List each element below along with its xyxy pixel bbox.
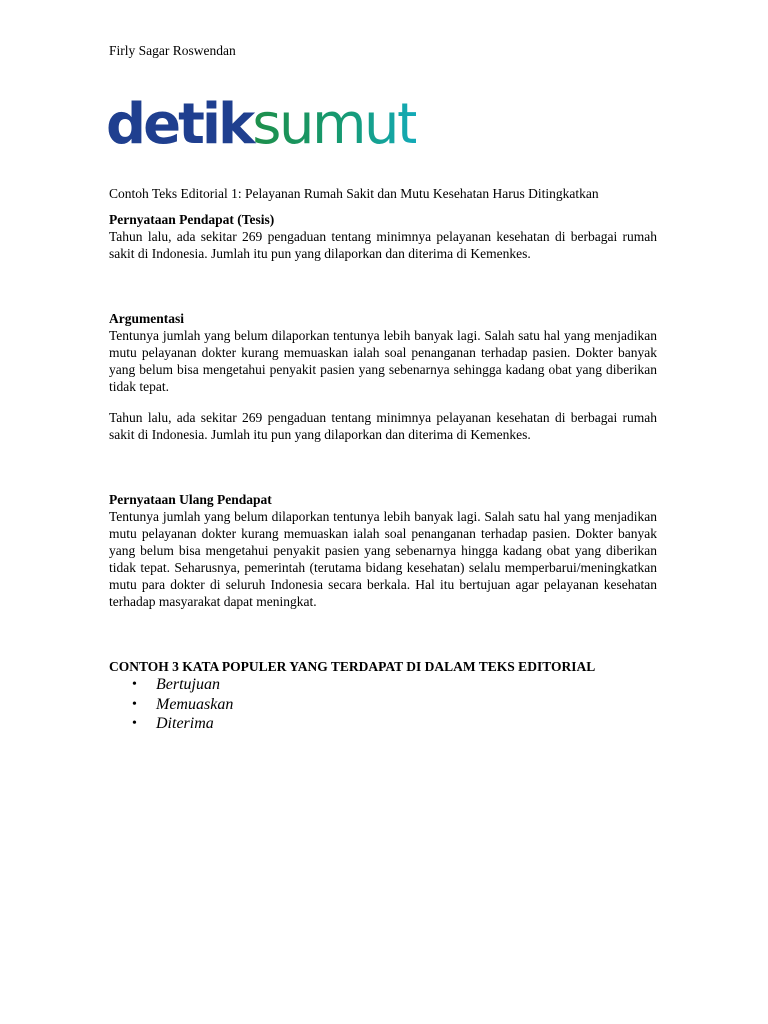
spacer [109,624,657,658]
kata-populer-heading: CONTOH 3 KATA POPULER YANG TERDAPAT DI DALAM TEKS EDITORIAL [109,659,596,674]
kata-populer-list [109,675,657,734]
spacer [109,276,657,310]
document-body [109,185,657,734]
spacer [109,457,657,491]
logo-part-sumut: sumut [252,92,417,157]
section-heading-pernyataan-ulang: Pernyataan Ulang Pendapat [109,492,272,507]
section-paragraph: Tentunya jumlah yang belum dilaporkan tentunya lebih banyak lagi. Salah satu hal yang menjadikan mutu pelayanan dokter kurang memuaskan ialah soal penanganan terhadap pasien. Dokter banyak yang belum bisa mengetahui penyakit pasien yang sebenarnya hingga kadang obat yang diberikan tidak tepat. Seharusnya, pemerintah (terutama bidang kesehatan) selalu memperbarui/meningkatkan mutu para dokter di seluruh Indonesia secara berkala. Hal itu bertujuan agar pelayanan kesehatan terhadap masyarakat dapat meningkat. [109,509,657,609]
logo-part-detik: detik [106,92,253,157]
section-heading-argumentasi: Argumentasi [109,311,184,326]
bullet-icon: • [132,716,137,731]
bullet-icon: • [132,696,137,712]
section-heading-tesis: Pernyataan Pendapat (Tesis) [109,212,275,227]
bullet-icon: • [132,677,137,692]
list-item [109,675,657,695]
list-item [109,714,657,734]
editorial-title: Contoh Teks Editorial 1: Pelayanan Rumah Sakit dan Mutu Kesehatan Harus Ditingkatkan [109,186,599,201]
author-name: Firly Sagar Roswendan [109,43,236,58]
list-item-text: Diterima [156,715,214,732]
list-item-text: Bertujuan [156,676,220,693]
section-paragraph: Tahun lalu, ada sekitar 269 pengaduan tentang minimnya pelayanan kesehatan di berbagai rumah sakit di Indonesia. Jumlah itu pun yang dilaporkan dan diterima di Kemenkes. [109,229,657,261]
list-item [109,695,657,715]
detiksumut-logo [106,92,416,158]
list-item-text: Memuaskan [156,695,234,713]
section-paragraph: Tentunya jumlah yang belum dilaporkan tentunya lebih banyak lagi. Salah satu hal yang menjadikan mutu pelayanan dokter kurang memuaskan ialah soal penanganan terhadap pasien. Dokter banyak yang belum bisa mengetahui penyakit pasien yang sebenarnya sehingga kadang obat yang diberikan tidak tepat. [109,328,657,394]
section-paragraph: Tahun lalu, ada sekitar 269 pengaduan tentang minimnya pelayanan kesehatan di berbagai rumah sakit di Indonesia. Jumlah itu pun yang dilaporkan dan diterima di Kemenkes. [109,410,657,442]
